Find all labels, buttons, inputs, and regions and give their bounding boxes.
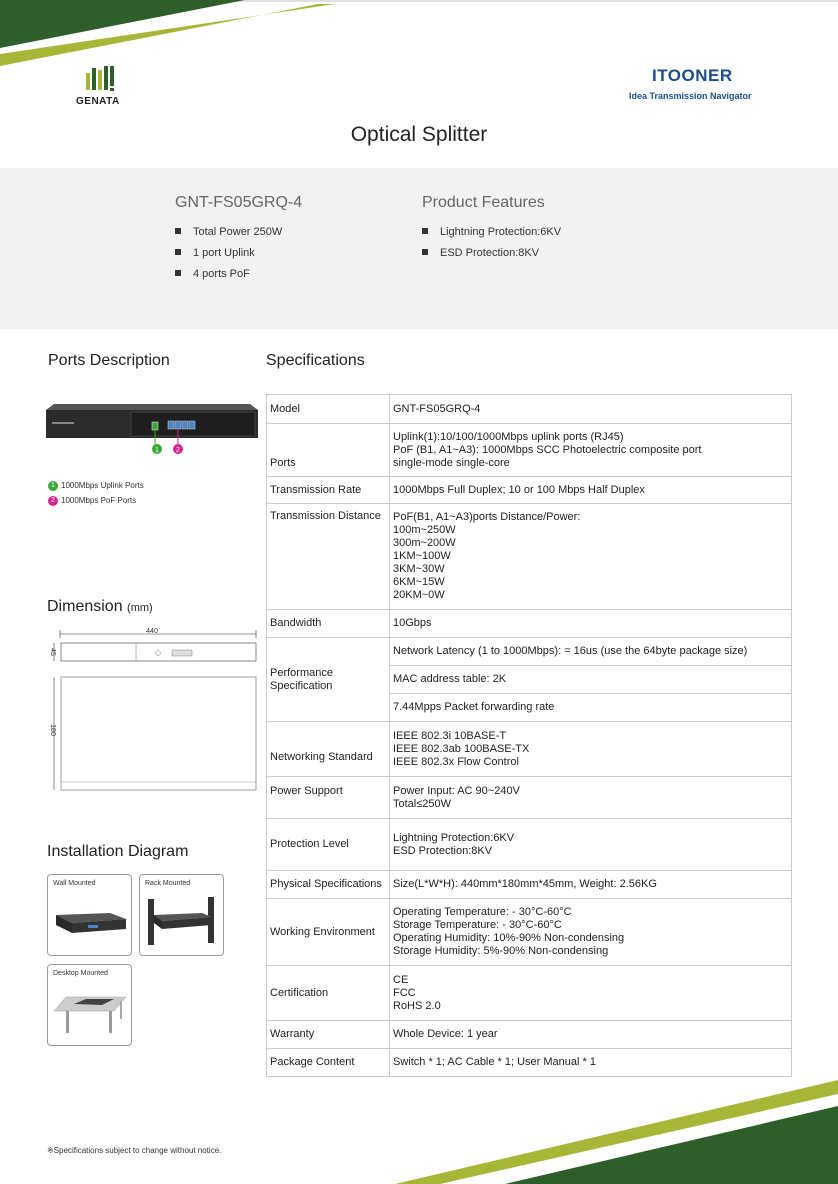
bottom-right-dark-band	[505, 1106, 838, 1184]
callout-pof: 2	[176, 447, 180, 454]
specifications-heading: Specifications	[266, 352, 365, 369]
table-row: Physical Specifications Size(L*W*H): 440mm*180mm*45mm, Weight: 2.56KG	[267, 871, 792, 899]
rack-mount-card	[139, 874, 224, 956]
dim-height: 45	[49, 648, 56, 656]
table-row: Certification CE FCC RoHS 2.0	[267, 966, 792, 1021]
callout-uplink: 1	[155, 447, 159, 454]
table-row: MAC address table: 2K	[267, 666, 792, 694]
summary-band	[0, 168, 838, 329]
list-item: Total Power 250W	[175, 222, 282, 243]
table-row: Transmission Distance PoF(B1, A1~A3)ports Distance/Power: 100m~250W 300m~200W 1KM~100W 3KM~30W 6KM~15W 20KM~0W	[267, 504, 792, 610]
wall-mount-label: Wall Mounted	[53, 880, 96, 887]
rack-mount-label: Rack Mounted	[145, 880, 191, 887]
model-heading: GNT-FS05GRQ-4	[175, 194, 303, 211]
installation-heading: Installation Diagram	[47, 843, 189, 860]
rack-mount-icon	[146, 895, 218, 949]
list-item: 4 ports PoF	[175, 264, 282, 285]
list-item: 1 port Uplink	[175, 243, 282, 264]
wall-mount-card	[47, 874, 132, 956]
table-row: Ports Uplink(1):10/100/1000Mbps uplink ports (RJ45) PoF (B1, A1~A3): 1000Mbps SCC Photoelectric composite port single-mode single-core	[267, 424, 792, 477]
table-row: Warranty Whole Device: 1 year	[267, 1021, 792, 1049]
page-title: Optical Splitter	[350, 123, 488, 146]
dimension-drawing	[44, 625, 264, 795]
features-heading: Product Features	[422, 194, 545, 211]
legend-uplink: 1 1000Mbps Uplink Ports	[48, 481, 144, 491]
itooner-brand-name: ITOONER	[652, 66, 733, 85]
table-row: Bandwidth 10Gbps	[267, 610, 792, 638]
table-row: Protection Level Lightning Protection:6KV ESD Protection:8KV	[267, 819, 792, 871]
table-row: Package Content Switch * 1; AC Cable * 1; User Manual * 1	[267, 1049, 792, 1077]
table-row: 7.44Mpps Packet forwarding rate	[267, 694, 792, 722]
itooner-tagline: Idea Transmission Navigator	[629, 91, 752, 101]
legend-badge-pof: 2	[48, 496, 58, 506]
desktop-mount-icon	[52, 989, 128, 1039]
device-front-illustration	[46, 404, 258, 456]
ports-heading: Ports Description	[48, 352, 170, 369]
footnote: ※Specifications subject to change without notice.	[47, 1146, 222, 1155]
wall-mount-icon	[52, 903, 128, 943]
list-item: Lightning Protection:6KV	[422, 222, 561, 243]
legend-badge-uplink: 1	[48, 481, 58, 491]
table-row: Model GNT-FS05GRQ-4	[267, 395, 792, 424]
table-row: Working Environment Operating Temperature: - 30°C-60°C Storage Temperature: - 30°C-60°C Operating Humidity: 10%-90% Non-condensing Storage Humidity: 5%-90% Non-condensing	[267, 899, 792, 966]
dimension-heading: Dimension (mm)	[47, 598, 153, 615]
dim-width: 440	[146, 628, 158, 635]
model-bullet-list	[175, 222, 282, 285]
table-row: Transmission Rate 1000Mbps Full Duplex; 10 or 100 Mbps Half Duplex	[267, 477, 792, 504]
desktop-mount-label: Desktop Mounted	[53, 970, 108, 977]
legend-pof: 2 1000Mbps PoF Ports	[48, 496, 136, 506]
list-item: ESD Protection:8KV	[422, 243, 561, 264]
dim-depth: 180	[49, 724, 56, 736]
features-bullet-list	[422, 222, 561, 264]
specifications-table	[266, 394, 792, 1077]
desktop-mount-card	[47, 964, 132, 1046]
table-row: Power Support Power Input: AC 90~240V Total≤250W	[267, 777, 792, 819]
table-row: Networking Standard IEEE 802.3i 10BASE-T IEEE 802.3ab 100BASE-TX IEEE 802.3x Flow Control	[267, 722, 792, 777]
table-row: Performance Specification Network Latency (1 to 1000Mbps): = 16us (use the 64byte package size)	[267, 638, 792, 666]
genata-brand-name: GENATA	[76, 96, 120, 107]
